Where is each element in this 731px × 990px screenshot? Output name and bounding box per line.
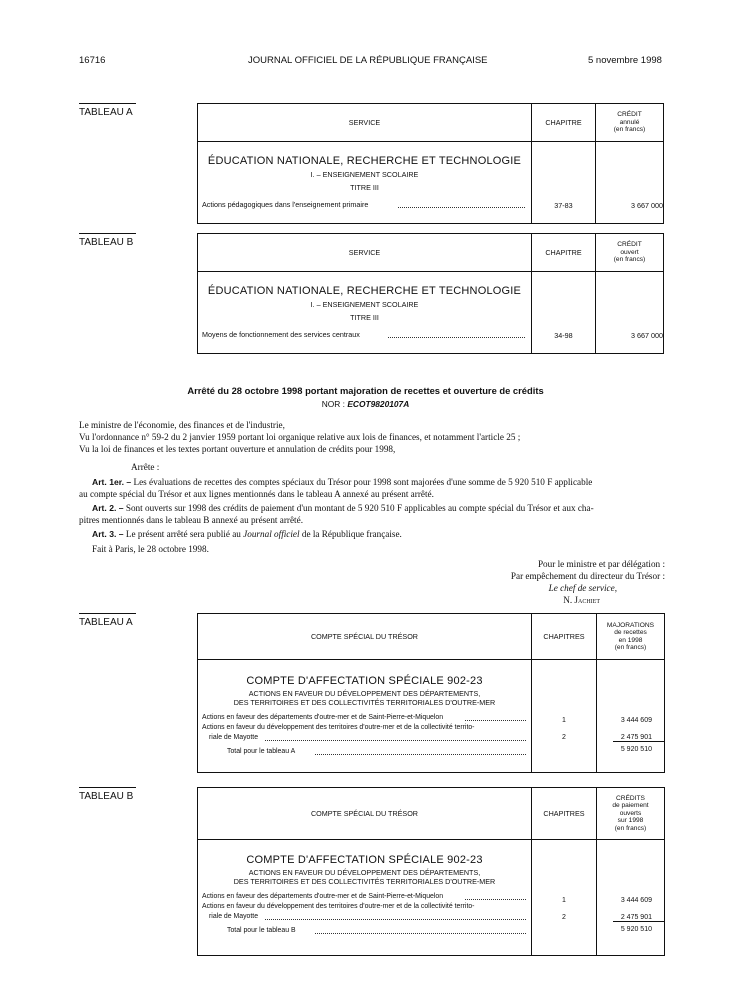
article-2-cont: pitres mentionnés dans le tableau B annexé au présent arrêté. [79, 515, 303, 525]
amounts-cell: 3 444 609 2 475 901 5 920 510 [597, 840, 665, 956]
section-title: I. – ENSEIGNEMENT SCOLAIRE [310, 170, 419, 179]
preamble-minister: Le ministre de l'économie, des finances et de l'industrie, [79, 420, 285, 430]
table-a-credits-annules [197, 103, 664, 224]
table-row: Actions en faveur du développement des territoires d'outre-mer et de la collectivité territo- [202, 724, 475, 732]
actions-heading: ACTIONS EN FAVEUR DU DÉVELOPPEMENT DES DÉPARTEMENTS, DES TERRITOIRES ET DES COLLECTIVITÉS TERRITORIALES D'OUTRE-MER [233, 689, 496, 707]
rows-block [202, 713, 526, 757]
preamble-vu-ordonnance: Vu l'ordonnance n° 59-2 du 2 janvier 1959 portant loi organique relative aux lois de finances, et notamment l'article 25 ; [79, 432, 521, 442]
compte-title: COMPTE D'AFFECTATION SPÉCIALE 902-23 [246, 854, 483, 866]
table-row: Actions en faveur des départements d'outre-mer et de Saint-Pierre-et-Miquelon [202, 713, 526, 723]
service-cell [198, 272, 532, 354]
amounts-cell: 3 444 609 2 475 901 5 920 510 [597, 660, 665, 773]
table-a-majorations [197, 613, 665, 773]
col-header-credits: CRÉDITS de paiement ouverts sur 1998 (en francs) [597, 788, 665, 840]
signature-line-1: Pour le ministre et par délégation : [537, 559, 665, 569]
service-cell [198, 142, 532, 224]
col-header-service: SERVICE [198, 234, 532, 272]
table-row: Actions pédagogiques dans l'enseignement primaire [202, 200, 525, 210]
amount-cell: 3 667 000 [596, 142, 664, 224]
chapitre-cell: 37-83 [532, 142, 596, 224]
total-row: Total pour le tableau B [227, 922, 526, 936]
titre-title: TITRE III [350, 313, 379, 322]
table-b-credits-paiement [197, 787, 665, 956]
col-header-compte: COMPTE SPÉCIAL DU TRÉSOR [198, 788, 532, 840]
chapitres-cell: 1 2 [532, 840, 597, 956]
table-b-credits-ouverts [197, 233, 664, 354]
table-row-cont: riale de Mayotte [209, 912, 526, 922]
compte-title: COMPTE D'AFFECTATION SPÉCIALE 902-23 [246, 675, 483, 687]
article-1-cont: au compte spécial du Trésor et aux lignes mentionnés dans le tableau A annexé au présent arrêté. [79, 489, 434, 499]
article-3: Art. 3. – Le présent arrêté sera publié au Journal officiel de la République française. [92, 529, 402, 539]
signature-line-3: Le chef de service, [548, 583, 617, 593]
rows-block [202, 892, 526, 936]
arrete-title: Arrêté du 28 octobre 1998 portant majoration de recettes et ouverture de crédits [187, 385, 544, 396]
ministry-title: ÉDUCATION NATIONALE, RECHERCHE ET TECHNOLOGIE [207, 285, 522, 297]
journal-title: JOURNAL OFFICIEL DE LA RÉPUBLIQUE FRANÇAISE [248, 55, 488, 66]
col-header-credit: CRÉDIT annulé (en francs) [596, 104, 664, 142]
amount-cell: 3 667 000 [596, 272, 664, 354]
article-1: Art. 1er. – Les évaluations de recettes des comptes spéciaux du Trésor pour 1998 sont majorées d'une somme de 5 920 510 F applicable [92, 477, 593, 487]
preamble-vu-loi: Vu la loi de finances et les textes portant ouverture et annulation de crédits pour 1998, [79, 444, 396, 454]
issue-date: 5 novembre 1998 [588, 55, 662, 66]
col-header-majorations: MAJORATIONS de recettes en 1998 (en francs) [597, 614, 665, 660]
section-title: I. – ENSEIGNEMENT SCOLAIRE [310, 300, 419, 309]
col-header-credit: CRÉDIT ouvert (en francs) [596, 234, 664, 272]
chapitre-cell: 34-98 [532, 272, 596, 354]
compte-cell [198, 660, 532, 773]
compte-cell [198, 840, 532, 956]
table-row-cont: riale de Mayotte [209, 733, 526, 743]
titre-title: TITRE III [350, 183, 379, 192]
nor-reference: NOR : ECOT9820107A [321, 399, 410, 409]
ministry-title: ÉDUCATION NATIONALE, RECHERCHE ET TECHNOLOGIE [207, 155, 522, 167]
signatory-name: N. Jachiet [563, 595, 600, 605]
total-row: Total pour le tableau A [227, 743, 526, 757]
article-2: Art. 2. – Sont ouverts sur 1998 des crédits de paiement d'un montant de 5 920 510 F applicables au compte spécial du Trésor et aux cha- [92, 503, 594, 513]
arrete-word: Arrête : [131, 462, 160, 472]
table-label: TABLEAU B [79, 787, 136, 802]
table-row: Actions en faveur du développement des territoires d'outre-mer et de la collectivité territo- [202, 903, 475, 911]
table-row: Moyens de fonctionnement des services centraux [202, 330, 525, 340]
fait-a-paris: Fait à Paris, le 28 octobre 1998. [92, 544, 209, 554]
col-header-compte: COMPTE SPÉCIAL DU TRÉSOR [198, 614, 532, 660]
table-label: TABLEAU A [79, 613, 136, 628]
col-header-chapitres: CHAPITRES [532, 614, 597, 660]
col-header-chapitres: CHAPITRES [532, 788, 597, 840]
chapitres-cell: 1 2 [532, 660, 597, 773]
signature-line-2: Par empêchement du directeur du Trésor : [510, 571, 665, 581]
table-row: Actions en faveur des départements d'outre-mer et de Saint-Pierre-et-Miquelon [202, 892, 526, 902]
col-header-chapitre: CHAPITRE [532, 234, 596, 272]
col-header-chapitre: CHAPITRE [532, 104, 596, 142]
col-header-service: SERVICE [198, 104, 532, 142]
page-number: 16716 [79, 55, 106, 66]
table-label: TABLEAU B [79, 233, 136, 248]
table-label: TABLEAU A [79, 103, 136, 118]
actions-heading: ACTIONS EN FAVEUR DU DÉVELOPPEMENT DES DÉPARTEMENTS, DES TERRITOIRES ET DES COLLECTIVITÉS TERRITORIALES D'OUTRE-MER [233, 868, 496, 886]
